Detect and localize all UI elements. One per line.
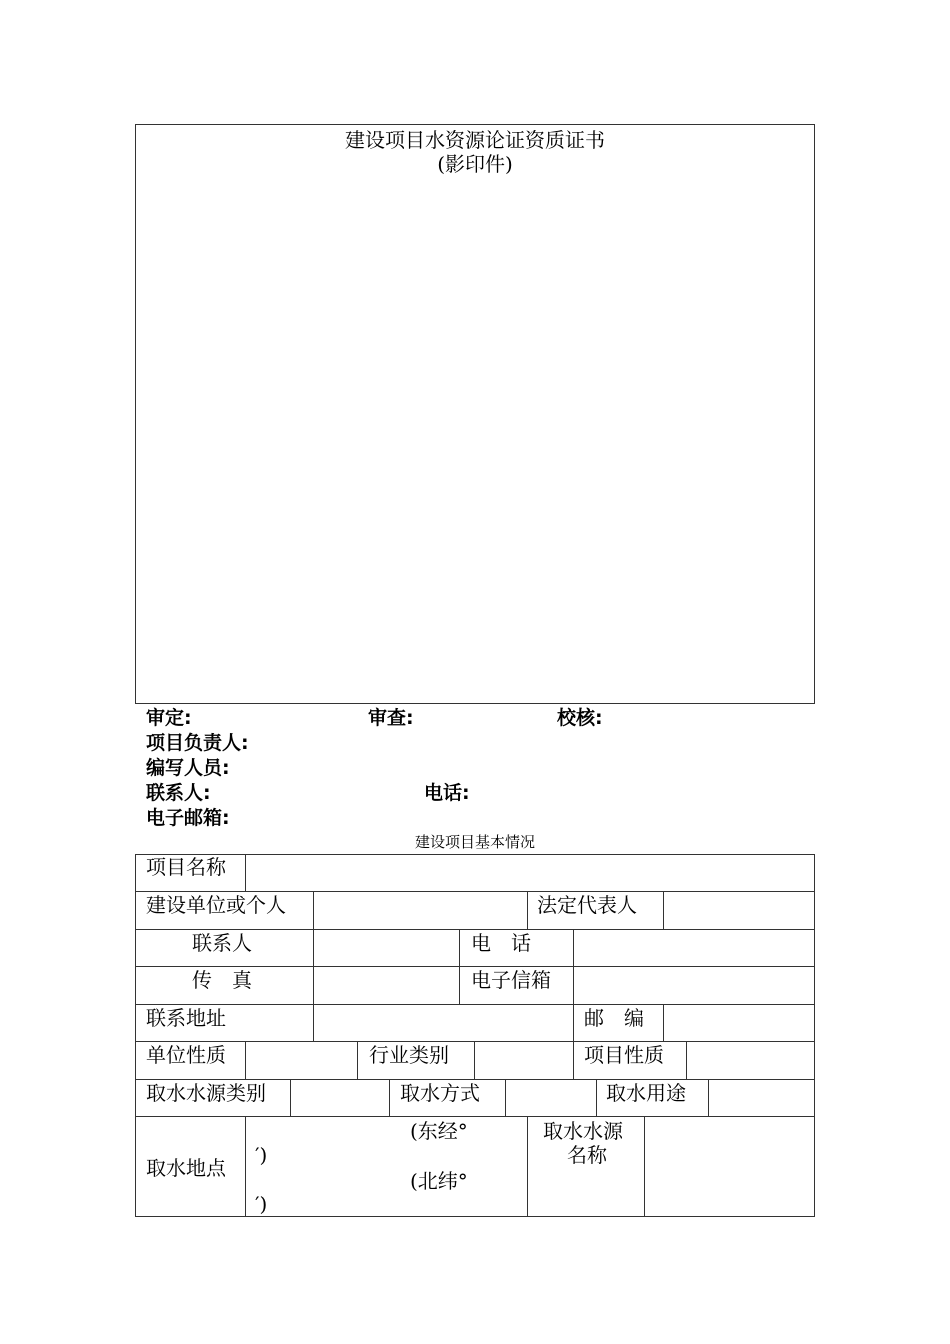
table-line (245, 1116, 246, 1216)
table-line (505, 1079, 506, 1116)
latitude-minutes: ′) (255, 1192, 268, 1216)
table-line (135, 891, 815, 892)
table-line (663, 1004, 664, 1041)
address-label: 联系地址 (146, 1006, 226, 1030)
table-email-label: 电子信箱 (471, 968, 551, 992)
table-line (135, 966, 815, 967)
table-line (708, 1079, 709, 1116)
table-line (573, 1041, 574, 1079)
table-line (313, 929, 314, 1004)
approval-label: 审定: (146, 707, 192, 729)
table-phone-label: 电 话 (471, 931, 531, 955)
table-line (135, 929, 815, 930)
longitude-label: (东经° (410, 1119, 468, 1143)
table-line (245, 1041, 246, 1079)
table-line (527, 1116, 528, 1216)
certificate-subtitle: (影印件) (437, 152, 513, 176)
industry-label: 行业类别 (369, 1043, 449, 1067)
table-line (644, 1116, 645, 1216)
table-line (573, 1004, 574, 1041)
contact-label: 联系人: (146, 782, 211, 804)
table-line (245, 854, 246, 891)
table-line (527, 891, 528, 929)
unit-nature-label: 单位性质 (146, 1043, 226, 1067)
review-label: 审查: (368, 707, 414, 729)
contact-person-label: 联系人 (192, 931, 252, 955)
table-line (135, 1216, 815, 1217)
table-line (596, 1079, 597, 1116)
intake-location-label: 取水地点 (146, 1156, 226, 1180)
table-line (313, 891, 314, 929)
table-line (135, 854, 815, 855)
check-label: 校核: (557, 707, 603, 729)
table-line (135, 1116, 815, 1117)
table-line (290, 1079, 291, 1116)
table-caption: 建设项目基本情况 (414, 833, 535, 851)
project-nature-label: 项目性质 (584, 1043, 664, 1067)
table-line (459, 929, 460, 1004)
table-line (573, 929, 574, 1004)
table-line (663, 891, 664, 929)
intake-method-label: 取水方式 (400, 1081, 480, 1105)
table-line (135, 1079, 815, 1080)
table-line (135, 1041, 815, 1042)
table-line (686, 1041, 687, 1079)
table-line (313, 1004, 314, 1041)
longitude-minutes: ′) (255, 1143, 268, 1167)
writers-label: 编写人员: (146, 757, 230, 779)
table-line (389, 1079, 390, 1116)
certificate-copy-frame (135, 124, 815, 704)
latitude-label: (北纬° (410, 1169, 468, 1193)
phone-label: 电话: (424, 782, 470, 804)
table-line (357, 1041, 358, 1079)
table-line (135, 1004, 815, 1005)
table-line (135, 854, 136, 1217)
certificate-title: 建设项目水资源论证资质证书 (345, 128, 605, 152)
project-lead-label: 项目负责人: (146, 732, 249, 754)
water-use-label: 取水用途 (606, 1081, 686, 1105)
email-label: 电子邮箱: (146, 807, 230, 829)
legal-rep-label: 法定代表人 (537, 893, 637, 917)
builder-label: 建设单位或个人 (146, 893, 286, 917)
postcode-label: 邮 编 (584, 1006, 644, 1030)
water-source-type-label: 取水水源类别 (146, 1081, 266, 1105)
fax-label: 传 真 (192, 968, 252, 992)
water-source-name-label-2: 名称 (567, 1143, 607, 1167)
project-name-label: 项目名称 (146, 855, 226, 879)
table-line (474, 1041, 475, 1079)
water-source-name-label: 取水水源 (543, 1119, 623, 1143)
table-line (814, 854, 815, 1217)
